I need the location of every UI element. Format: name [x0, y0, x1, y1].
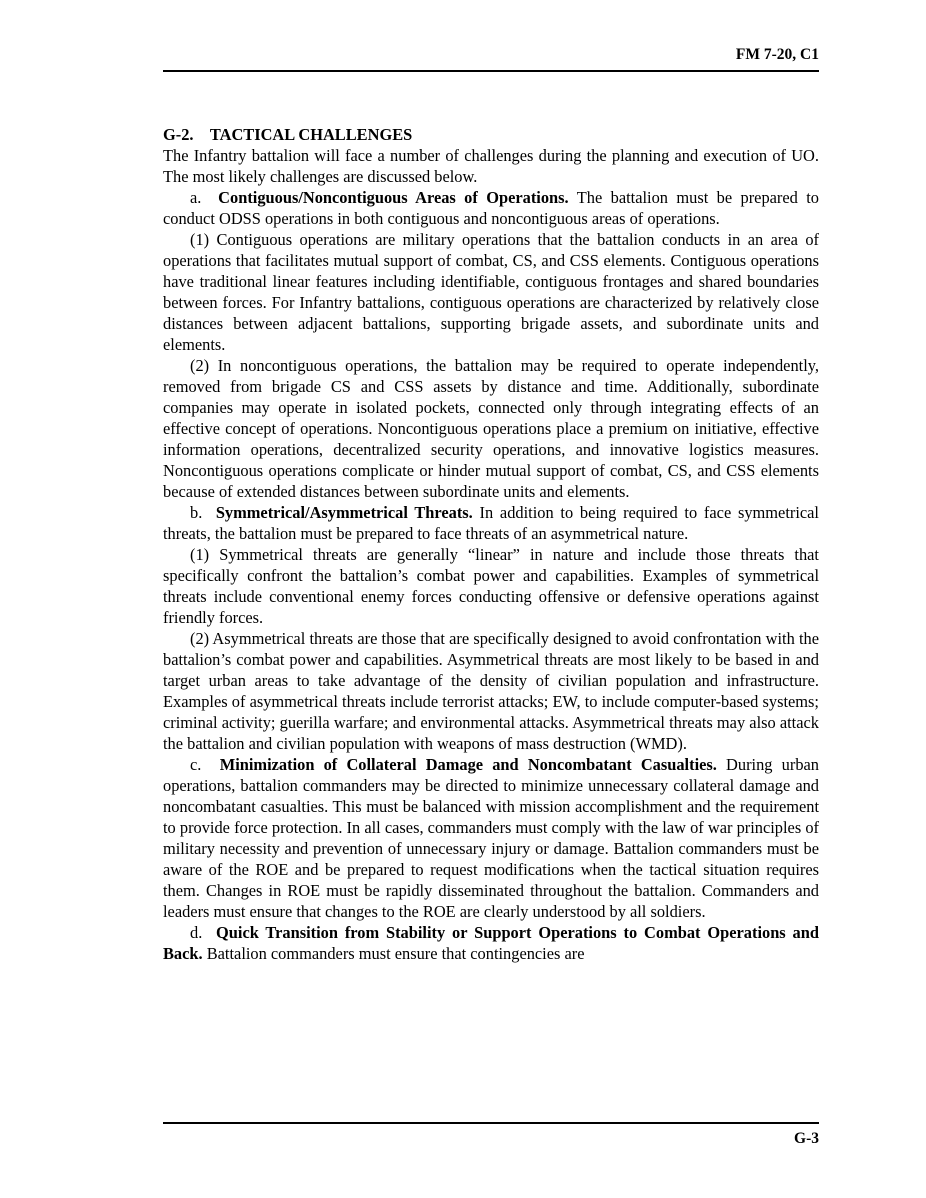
paragraph-text: c.: [190, 755, 220, 774]
paragraph-text: Battalion commanders must ensure that contingencies are: [202, 944, 585, 963]
paragraph-text: b.: [190, 503, 216, 522]
paragraph-bold-text: Symmetrical/Asymmetrical Threats.: [215, 503, 473, 522]
paragraph: [163, 502, 819, 544]
paragraph-text: During urban operations, battalion commanders may be directed to minimize unnecessary collateral damage and noncombatant casualties. This must be balanced with mission accomplishment and the requirement to provide force protection. In all cases, commanders must comply with the law of war principles of military necessity and prevention of unnecessary injury or damage. Battalion commanders must be aware of the ROE and be prepared to request modifications when the tactical situation requires them. Changes in ROE must be rapidly disseminated throughout the battalion. Commanders and leaders must ensure that changes to the ROE are clearly understood by all soldiers.: [163, 755, 819, 921]
paragraph: [163, 544, 819, 628]
paragraph-bold-text: G-2. TACTICAL CHALLENGES: [163, 125, 413, 144]
page-header: [163, 46, 819, 72]
page-footer: [163, 1122, 819, 1148]
paragraph-text: The Infantry battalion will face a number of challenges during the planning and execution of UO. The most likely challenges are discussed below.: [163, 146, 819, 186]
header-doc-id: FM 7-20, C1: [735, 46, 819, 63]
paragraph-text: (2) Asymmetrical threats are those that are specifically designed to avoid confrontation with the battalion’s combat power and capabilities. Asymmetrical threats are most likely to be based in and target urban areas to take advantage of the density of civilian population and infrastructure. Examples of asymmetrical threats include terrorist attacks; EW, to include computer-based systems; criminal activity; guerilla warfare; and environmental attacks. Asymmetrical threats may also attack the battalion and civilian population with weapons of mass destruction (WMD).: [163, 629, 819, 753]
paragraph: [163, 754, 819, 922]
paragraph-bold-text: Quick Transition from Stability or Support Operations to Combat Operations and Back.: [163, 923, 819, 963]
section-heading: [163, 124, 819, 145]
paragraph-text: (1) Symmetrical threats are generally “linear” in nature and include those threats that specifically confront the battalion’s combat power and capabilities. Examples of symmetrical threats include conventional enemy forces conducting offensive or defensive operations against friendly forces.: [163, 545, 819, 627]
paragraph: [163, 922, 819, 964]
document-body: [163, 124, 819, 964]
paragraph: [163, 187, 819, 229]
paragraph-bold-text: Contiguous/Noncontiguous Areas of Operations.: [218, 188, 569, 207]
page-number: G-3: [794, 1130, 819, 1147]
paragraph-bold-text: Minimization of Collateral Damage and Noncombatant Casualties.: [219, 755, 717, 774]
footer-rule: [163, 1122, 819, 1124]
paragraph: [163, 355, 819, 502]
paragraph-text: a.: [190, 188, 219, 207]
paragraph: [163, 628, 819, 754]
paragraph-text: (1) Contiguous operations are military operations that the battalion conducts in an area of operations that facilitates mutual support of combat, CS, and CSS elements. Contiguous operations have traditional linear features including identifiable, contiguous frontages and shared boundaries between forces. For Infantry battalions, contiguous operations are characterized by relatively close distances between adjacent battalions, supporting brigade assets, and subordinate units and elements.: [163, 230, 819, 354]
header-rule: [163, 70, 819, 72]
paragraph: [163, 145, 819, 187]
paragraph-text: (2) In noncontiguous operations, the battalion may be required to operate independently, removed from brigade CS and CSS assets by distance and time. Additionally, subordinate companies may operate in isolated pockets, connected only through integrating effects of an effective concept of operations. Noncontiguous operations place a premium on initiative, effective information operations, decentralized security operations, and innovative logistics measures. Noncontiguous operations complicate or hinder mutual support of combat, CS, and CSS elements because of extended distances between subordinate units and elements.: [163, 356, 819, 501]
paragraph-text: In addition to being required to face symmetrical threats, the battalion must be prepared to face threats of an asymmetrical nature.: [163, 503, 819, 543]
paragraph-text: The battalion must be prepared to conduct ODSS operations in both contiguous and noncontiguous areas of operations.: [163, 188, 820, 228]
paragraph: [163, 229, 819, 355]
paragraph-text: d.: [190, 923, 217, 942]
